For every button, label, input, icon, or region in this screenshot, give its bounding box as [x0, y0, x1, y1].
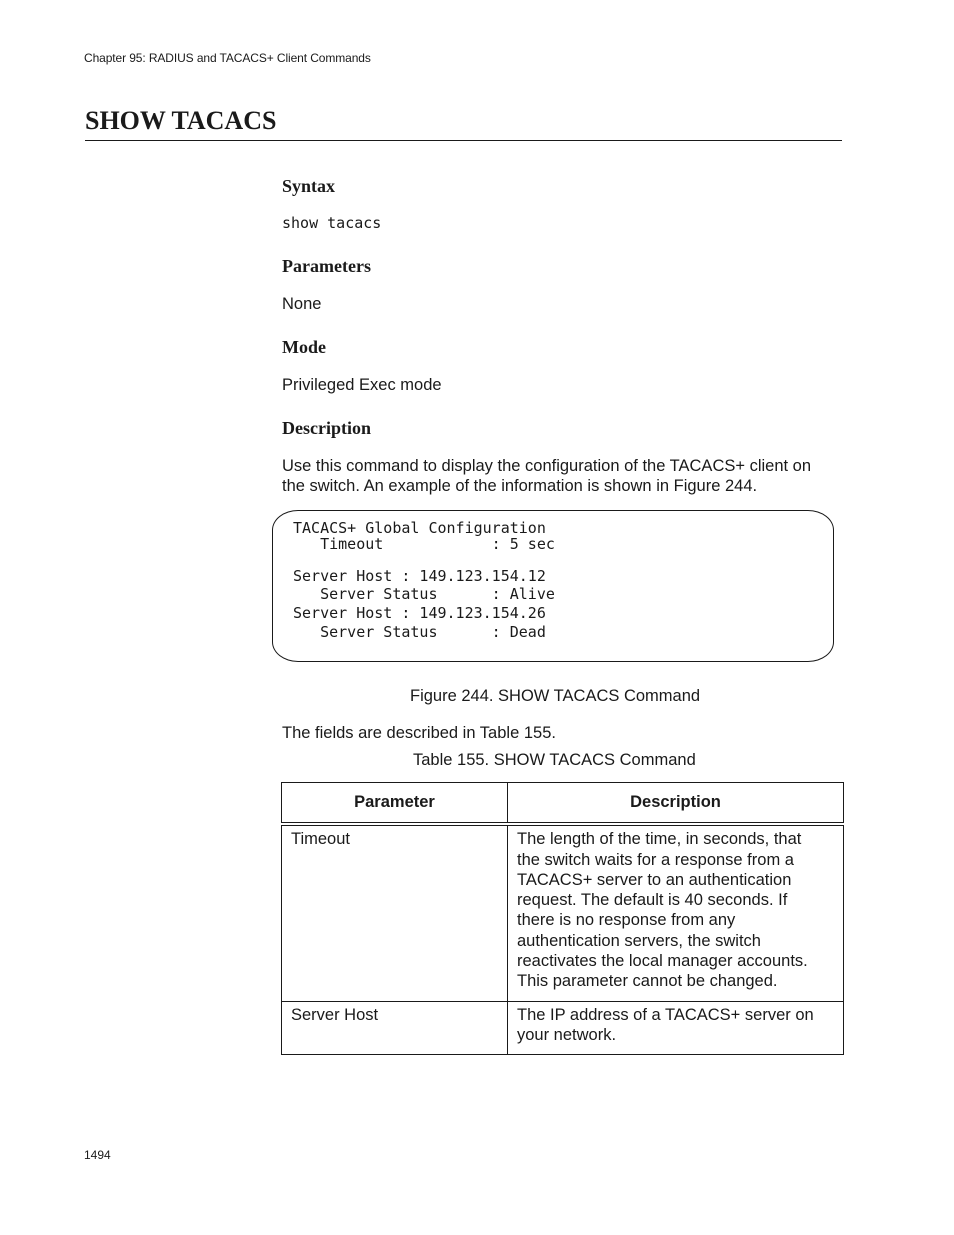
output-line: Server Status : Alive: [293, 585, 555, 603]
column-header-parameter: Parameter: [282, 783, 508, 825]
table-header-row: [282, 783, 844, 825]
description-line-2: the switch. An example of the information is shown in Figure 244.: [282, 477, 758, 495]
description-heading: Description: [282, 418, 371, 438]
output-line: Server Host : 149.123.154.12: [293, 567, 546, 585]
title-divider: [85, 140, 842, 141]
output-line: Timeout : 5 sec: [293, 535, 555, 553]
description-line: This parameter cannot be changed.: [517, 972, 778, 991]
syntax-heading: Syntax: [282, 176, 336, 196]
fields-intro: The fields are described in Table 155.: [282, 724, 556, 742]
parameter-cell: Server Host: [282, 1001, 508, 1055]
description-line: there is no response from any: [517, 911, 736, 930]
description-line: The IP address of a TACACS+ server on: [517, 1005, 814, 1024]
output-line: Server Host : 149.123.154.26: [293, 604, 546, 622]
page-title: SHOW TACACS: [85, 106, 277, 135]
output-line: TACACS+ Global Configuration: [293, 519, 546, 537]
description-line: authentication servers, the switch: [517, 931, 761, 950]
description-cell: [508, 824, 844, 1001]
description-line: the switch waits for a response from a: [517, 850, 794, 869]
description-line: reactivates the local manager accounts.: [517, 952, 808, 971]
table-row: [282, 1001, 844, 1055]
output-line: Server Status : Dead: [293, 623, 546, 641]
description-cell: [508, 1001, 844, 1055]
description-line: your network.: [517, 1025, 617, 1044]
parameter-cell: Timeout: [282, 824, 508, 1001]
parameters-text: None: [282, 295, 322, 313]
figure-caption: Figure 244. SHOW TACACS Command: [410, 687, 701, 705]
parameters-table: [281, 782, 844, 1055]
mode-text: Privileged Exec mode: [282, 376, 442, 394]
description-line: TACACS+ server to an authentication: [517, 870, 792, 889]
column-header-description: Description: [508, 783, 844, 825]
table-row: [282, 824, 844, 1001]
running-header: Chapter 95: RADIUS and TACACS+ Client Commands: [84, 51, 371, 65]
description-line-1: Use this command to display the configuration of the TACACS+ client on: [282, 457, 812, 475]
table-caption: Table 155. SHOW TACACS Command: [413, 751, 696, 769]
figure-output-box: [272, 510, 834, 662]
page-number: 1494: [84, 1148, 111, 1162]
description-line: The length of the time, in seconds, that: [517, 830, 802, 849]
description-line: request. The default is 40 seconds. If: [517, 891, 788, 910]
syntax-command: show tacacs: [282, 214, 382, 232]
mode-heading: Mode: [282, 337, 326, 357]
parameters-heading: Parameters: [282, 256, 371, 276]
